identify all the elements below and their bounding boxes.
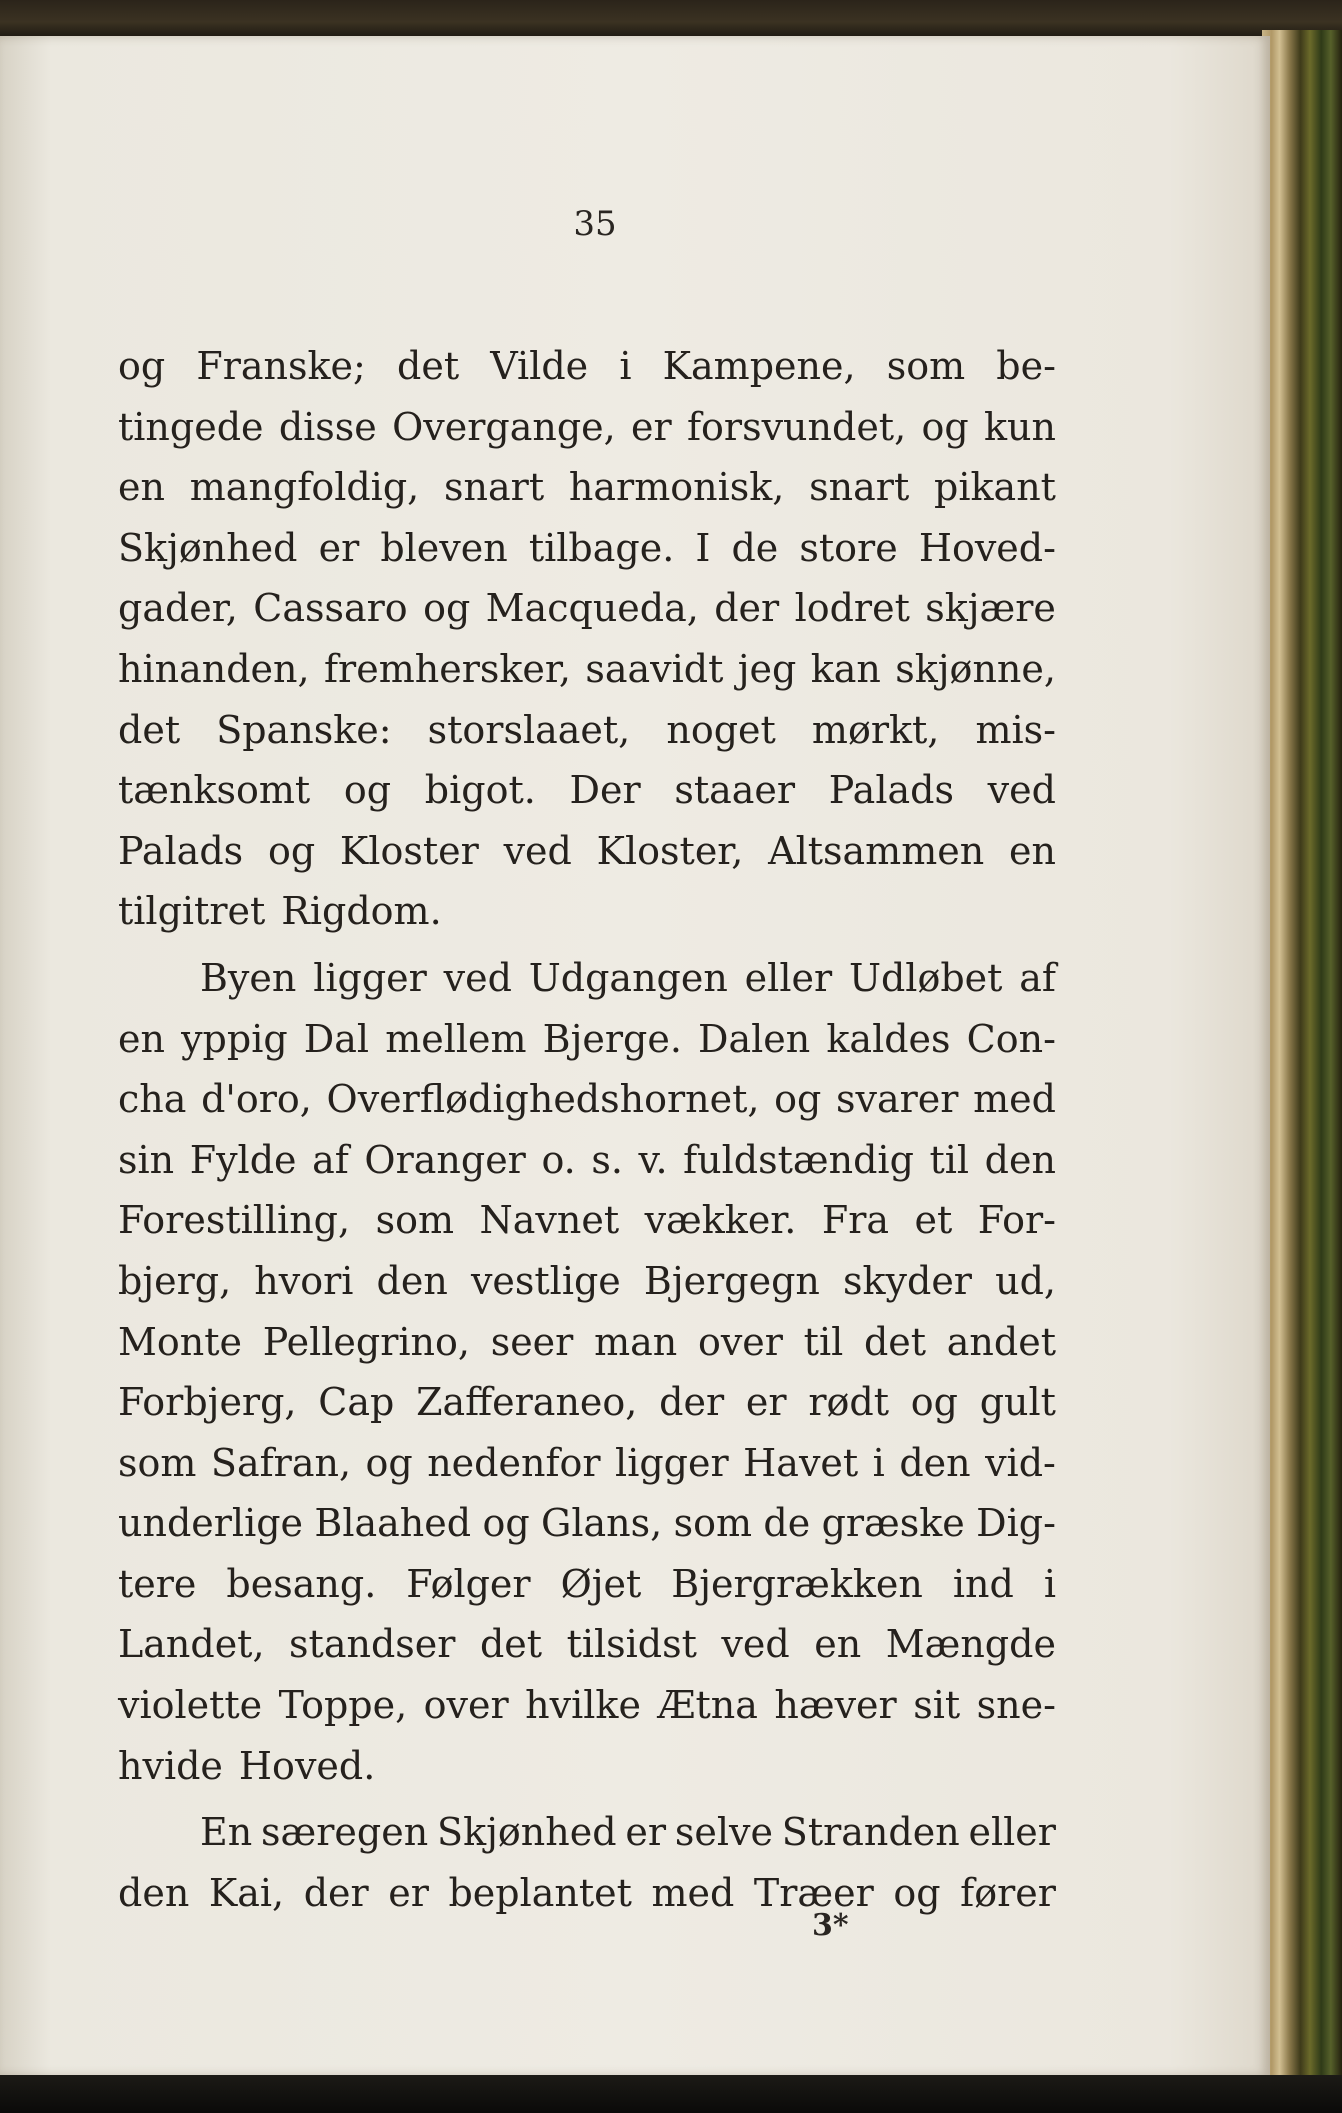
book-bottom-edge — [0, 2075, 1342, 2113]
page-number: 35 — [573, 204, 617, 244]
text-line: Forbjerg, Cap Zafferaneo, der er rødt og gult — [118, 1380, 1056, 1425]
text-line: tingede disse Overgange, er forsvundet, og kun — [118, 404, 1056, 449]
text-line: Skjønhed er bleven tilbage. I de store Hoved- — [118, 525, 1056, 570]
text-line: en mangfoldig, snart harmonisk, snart pikant — [118, 465, 1056, 510]
text-line: tænksomt og bigot. Der staaer Palads ved — [118, 768, 1056, 813]
text-line: Monte Pellegrino, seer man over til det andet — [118, 1319, 1056, 1364]
text-line: hinanden, fremhersker, saavidt jeg kan skjønne, — [118, 646, 1056, 691]
text-line: En særegen Skjønhed er selve Stranden eller — [200, 1810, 1056, 1855]
book-top-edge — [0, 0, 1342, 40]
text-line: den Kai, der er beplantet med Træer og fører — [118, 1870, 1056, 1915]
text-line: en yppig Dal mellem Bjerge. Dalen kaldes Con- — [118, 1016, 1056, 1061]
signature-mark: 3* — [812, 1908, 849, 1943]
text-line: Forestilling, som Navnet vækker. Fra et For- — [118, 1198, 1056, 1243]
text-line: violette Toppe, over hvilke Ætna hæver sit sne- — [118, 1683, 1056, 1728]
book-page-edges — [1262, 30, 1342, 2080]
text-line: cha d'oro, Overflødighedshornet, og svarer med — [118, 1077, 1056, 1122]
text-line: underlige Blaahed og Glans, som de græske Dig- — [118, 1501, 1056, 1546]
book-page — [0, 36, 1270, 2076]
text-line: som Safran, og nedenfor ligger Havet i den vid- — [118, 1440, 1056, 1485]
text-line: gader, Cassaro og Macqueda, der lodret skjære — [118, 586, 1056, 631]
text-line: bjerg, hvori den vestlige Bjergegn skyder ud, — [118, 1258, 1056, 1303]
body-text — [118, 336, 1056, 1923]
text-line: hvide Hoved. — [118, 1743, 376, 1788]
text-line: tere besang. Følger Øjet Bjergrækken ind i — [118, 1561, 1056, 1606]
text-line: sin Fylde af Oranger o. s. v. fuldstændig til den — [118, 1137, 1056, 1182]
text-line: tilgitret Rigdom. — [118, 889, 442, 934]
text-line: Palads og Kloster ved Kloster, Altsammen en — [118, 828, 1056, 873]
text-line: Landet, standser det tilsidst ved en Mængde — [118, 1622, 1056, 1667]
text-line: Byen ligger ved Udgangen eller Udløbet af — [200, 955, 1056, 1000]
text-line: det Spanske: storslaaet, noget mørkt, mis- — [118, 707, 1056, 752]
text-line: og Franske; det Vilde i Kampene, som be- — [118, 344, 1056, 388]
